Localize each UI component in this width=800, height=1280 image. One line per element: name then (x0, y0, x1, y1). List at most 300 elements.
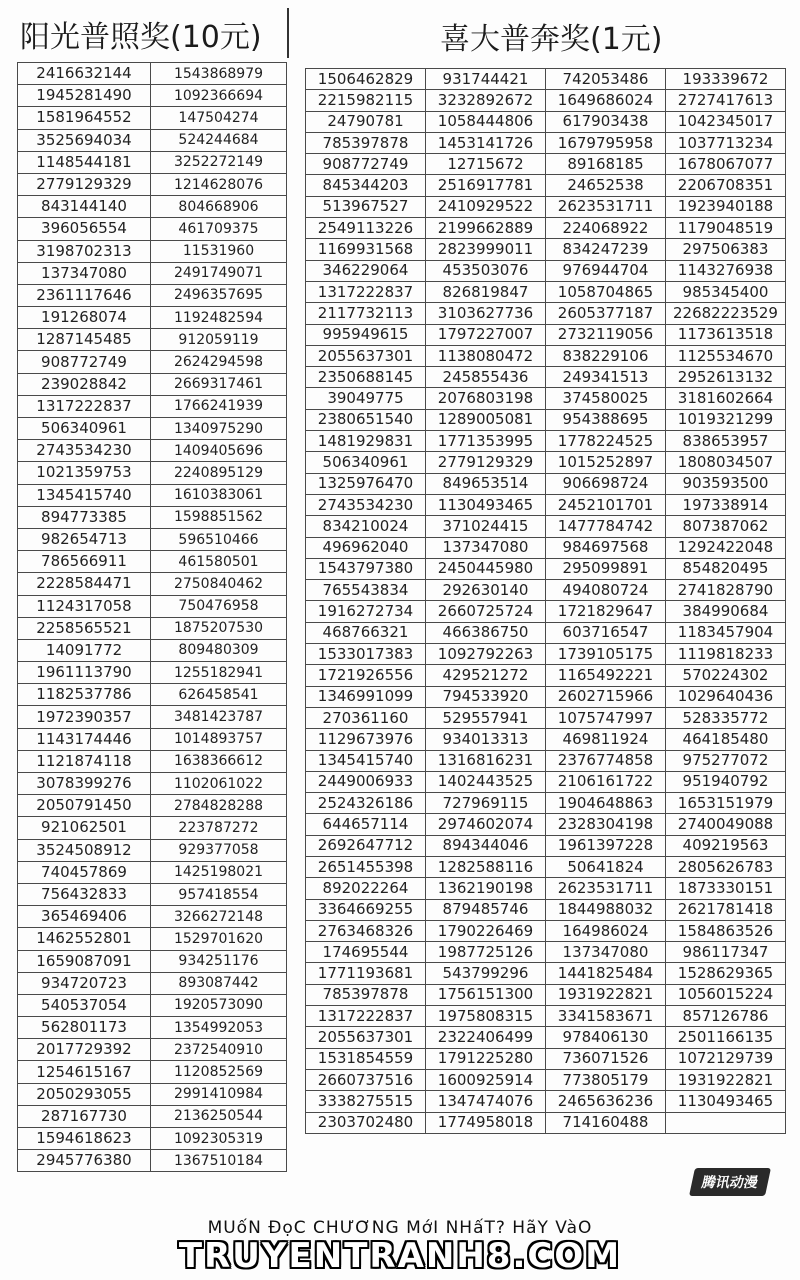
table-cell: 1543797380 (306, 558, 426, 579)
table-cell: 2328304198 (546, 814, 666, 835)
table-row (18, 883, 287, 905)
table-cell: 2017729392 (18, 1039, 151, 1061)
table-cell: 2743534230 (18, 440, 151, 462)
table-cell: 1975808315 (426, 1006, 546, 1027)
table-row (306, 729, 786, 750)
table-row (18, 1061, 287, 1083)
table-cell: 1506462829 (306, 69, 426, 90)
table-cell: 3524508912 (18, 839, 151, 861)
table-cell: 2410929522 (426, 196, 546, 217)
footer-prompt-text: MUốN ĐọC CHƯƠNG MớI NHấT? HãY VàO (207, 1218, 593, 1238)
table-row (306, 1006, 786, 1027)
table-cell: 954388695 (546, 409, 666, 430)
table-cell: 845344203 (306, 175, 426, 196)
table-cell: 984697568 (546, 537, 666, 558)
table-cell: 2199662889 (426, 218, 546, 239)
table-row (306, 878, 786, 899)
table-cell: 137347080 (546, 942, 666, 963)
table-cell: 1931922821 (666, 1069, 786, 1090)
table-row (306, 1027, 786, 1048)
table-row (306, 942, 786, 963)
table-cell: 931744421 (426, 69, 546, 90)
footer-site-link[interactable]: TRUYENTRANH8.COM (178, 1236, 622, 1276)
table-cell: 857126786 (666, 1006, 786, 1027)
table-cell: 89168185 (546, 154, 666, 175)
table-cell: 1481929831 (306, 431, 426, 452)
title-divider-line (287, 8, 289, 58)
left-prize-table (17, 62, 287, 1172)
right-table-title: 喜大普奔奖(1元) (440, 22, 663, 57)
table-row (18, 817, 287, 839)
table-row (306, 111, 786, 132)
table-row (18, 994, 287, 1016)
table-cell: 496962040 (306, 537, 426, 558)
table-row (18, 506, 287, 528)
table-row (18, 1128, 287, 1150)
table-cell: 1598851562 (151, 506, 287, 528)
table-row (18, 440, 287, 462)
table-row (18, 684, 287, 706)
table-row (18, 329, 287, 351)
table-cell: 1214628076 (151, 173, 287, 195)
table-cell: 223787272 (151, 817, 287, 839)
table-cell: 3481423787 (151, 706, 287, 728)
table-row (306, 69, 786, 90)
table-cell: 1165492221 (546, 665, 666, 686)
table-cell: 742053486 (546, 69, 666, 90)
table-row (18, 795, 287, 817)
table-cell: 1904648863 (546, 793, 666, 814)
table-row (306, 452, 786, 473)
table-row (18, 773, 287, 795)
table-row (18, 85, 287, 107)
table-cell: 2050791450 (18, 795, 151, 817)
table-cell: 1029640436 (666, 686, 786, 707)
table-cell: 826819847 (426, 281, 546, 302)
table-cell: 1014893757 (151, 728, 287, 750)
table-row (306, 1048, 786, 1069)
table-cell: 374580025 (546, 388, 666, 409)
table-cell: 736071526 (546, 1048, 666, 1069)
table-cell: 494080724 (546, 580, 666, 601)
table-cell: 297506383 (666, 239, 786, 260)
table-cell: 2215982115 (306, 90, 426, 111)
table-cell: 1019321299 (666, 409, 786, 430)
table-cell: 1075747997 (546, 707, 666, 728)
table-cell: 995949615 (306, 324, 426, 345)
table-row (306, 793, 786, 814)
table-cell: 1092305319 (151, 1128, 287, 1150)
table-cell: 3364669255 (306, 899, 426, 920)
table-cell: 2605377187 (546, 303, 666, 324)
table-cell: 174695544 (306, 942, 426, 963)
table-cell: 50641824 (546, 856, 666, 877)
table-cell: 1721829647 (546, 601, 666, 622)
table-cell: 1638366612 (151, 750, 287, 772)
table-cell: 1766241939 (151, 395, 287, 417)
table-cell: 346229064 (306, 260, 426, 281)
table-row (306, 388, 786, 409)
table-cell: 1143276938 (666, 260, 786, 281)
table-row (306, 707, 786, 728)
table-cell: 727969115 (426, 793, 546, 814)
table-cell: 224068922 (546, 218, 666, 239)
table-cell: 1289005081 (426, 409, 546, 430)
table-cell: 409219563 (666, 835, 786, 856)
table-row (18, 462, 287, 484)
table-row (18, 950, 287, 972)
table-cell: 528335772 (666, 707, 786, 728)
table-row (306, 814, 786, 835)
table-cell: 1124317058 (18, 595, 151, 617)
table-row (306, 537, 786, 558)
table-row (306, 1091, 786, 1112)
table-cell: 854820495 (666, 558, 786, 579)
table-cell: 2322406499 (426, 1027, 546, 1048)
table-cell: 1531854559 (306, 1048, 426, 1069)
table-cell: 2623531711 (546, 878, 666, 899)
table-cell: 934720723 (18, 972, 151, 994)
table-cell: 2303702480 (306, 1112, 426, 1133)
table-cell: 2779129329 (426, 452, 546, 473)
table-row (306, 281, 786, 302)
table-cell: 191268074 (18, 307, 151, 329)
table-row (18, 1083, 287, 1105)
table-cell: 894773385 (18, 506, 151, 528)
table-row (306, 899, 786, 920)
table-cell: 197338914 (666, 494, 786, 515)
table-row (306, 154, 786, 175)
table-row (306, 345, 786, 366)
table-cell: 2350688145 (306, 367, 426, 388)
table-cell: 1739105175 (546, 644, 666, 665)
table-cell: 1610383061 (151, 484, 287, 506)
table-cell: 1679795958 (546, 132, 666, 153)
table-cell: 365469406 (18, 906, 151, 928)
table-cell: 524244684 (151, 129, 287, 151)
table-cell: 2952613132 (666, 367, 786, 388)
table-cell: 838653957 (666, 431, 786, 452)
table-row (306, 260, 786, 281)
table-cell: 14091772 (18, 639, 151, 661)
table-cell: 2501166135 (666, 1027, 786, 1048)
table-cell: 934013313 (426, 729, 546, 750)
table-cell: 1721926556 (306, 665, 426, 686)
table-cell: 985345400 (666, 281, 786, 302)
left-table-title: 阳光普照奖(10元) (20, 20, 262, 55)
table-cell: 2228584471 (18, 573, 151, 595)
table-cell: 1130493465 (426, 494, 546, 515)
table-cell: 765543834 (306, 580, 426, 601)
table-cell: 1791225280 (426, 1048, 546, 1069)
table-cell: 513967527 (306, 196, 426, 217)
table-cell: 1543868979 (151, 63, 287, 85)
table-cell: 2376774858 (546, 750, 666, 771)
table-cell: 287167730 (18, 1105, 151, 1127)
table-cell: 1987725126 (426, 942, 546, 963)
table-cell: 371024415 (426, 516, 546, 537)
table-cell: 714160488 (546, 1112, 666, 1133)
table-cell: 295099891 (546, 558, 666, 579)
table-cell: 957418554 (151, 883, 287, 905)
table-cell: 1015252897 (546, 452, 666, 473)
table-cell: 921062501 (18, 817, 151, 839)
table-cell: 1961113790 (18, 662, 151, 684)
table-cell: 1649686024 (546, 90, 666, 111)
table-cell: 1317222837 (18, 395, 151, 417)
table-cell: 1021359753 (18, 462, 151, 484)
table-cell: 785397878 (306, 132, 426, 153)
table-cell: 2117732113 (306, 303, 426, 324)
table-cell: 1173613518 (666, 324, 786, 345)
table-cell: 2763468326 (306, 920, 426, 941)
table-row (18, 706, 287, 728)
table-cell: 2524326186 (306, 793, 426, 814)
table-cell: 2623531711 (546, 196, 666, 217)
table-cell: 2727417613 (666, 90, 786, 111)
table-cell: 384990684 (666, 601, 786, 622)
table-cell: 570224302 (666, 665, 786, 686)
table-cell: 461580501 (151, 551, 287, 573)
table-cell: 2660737516 (306, 1069, 426, 1090)
table-cell: 2055637301 (306, 345, 426, 366)
table-cell: 1528629365 (666, 963, 786, 984)
table-row (18, 484, 287, 506)
table-row (18, 972, 287, 994)
table-cell: 2516917781 (426, 175, 546, 196)
table-row (306, 196, 786, 217)
table-cell: 2491749071 (151, 262, 287, 284)
table-row (18, 173, 287, 195)
table-cell (666, 1112, 786, 1133)
table-cell: 809480309 (151, 639, 287, 661)
table-row (306, 856, 786, 877)
table-row (306, 920, 786, 941)
table-cell: 1533017383 (306, 644, 426, 665)
table-cell: 1183457904 (666, 622, 786, 643)
table-cell: 22682223529 (666, 303, 786, 324)
table-cell: 429521272 (426, 665, 546, 686)
table-cell: 2743534230 (306, 494, 426, 515)
table-cell: 1282588116 (426, 856, 546, 877)
table-cell: 1340975290 (151, 418, 287, 440)
table-cell: 1346991099 (306, 686, 426, 707)
table-cell: 1037713234 (666, 132, 786, 153)
table-cell: 1771193681 (306, 963, 426, 984)
table-cell: 1179048519 (666, 218, 786, 239)
table-row (306, 218, 786, 239)
table-cell: 1119818233 (666, 644, 786, 665)
table-row (18, 196, 287, 218)
table-cell: 1354992053 (151, 1017, 287, 1039)
table-cell: 893087442 (151, 972, 287, 994)
table-cell: 1121874118 (18, 750, 151, 772)
table-cell: 137347080 (18, 262, 151, 284)
table-cell: 1148544181 (18, 151, 151, 173)
table-cell: 2692647712 (306, 835, 426, 856)
table-cell: 2823999011 (426, 239, 546, 260)
table-cell: 1778224525 (546, 431, 666, 452)
table-cell: 786566911 (18, 551, 151, 573)
table-cell: 1790226469 (426, 920, 546, 941)
table-cell: 1058704865 (546, 281, 666, 302)
table-row (306, 622, 786, 643)
table-row (306, 644, 786, 665)
table-cell: 1345415740 (18, 484, 151, 506)
table-row (18, 573, 287, 595)
table-row (18, 906, 287, 928)
table-cell: 617903438 (546, 111, 666, 132)
table-cell: 1345415740 (306, 750, 426, 771)
table-cell: 1659087091 (18, 950, 151, 972)
table-cell: 1292422048 (666, 537, 786, 558)
table-cell: 1808034507 (666, 452, 786, 473)
table-cell: 164986024 (546, 920, 666, 941)
table-row (306, 90, 786, 111)
table-cell: 2106161722 (546, 771, 666, 792)
table-cell: 2779129329 (18, 173, 151, 195)
table-row (18, 218, 287, 240)
table-cell: 1042345017 (666, 111, 786, 132)
table-row (18, 551, 287, 573)
table-cell: 834210024 (306, 516, 426, 537)
table-row (18, 373, 287, 395)
table-cell: 626458541 (151, 684, 287, 706)
table-cell: 1961397228 (546, 835, 666, 856)
table-row (306, 409, 786, 430)
table-row (306, 558, 786, 579)
table-row (306, 771, 786, 792)
table-cell: 834247239 (546, 239, 666, 260)
table-cell: 396056554 (18, 218, 151, 240)
table-row (18, 928, 287, 950)
table-cell: 1409405696 (151, 440, 287, 462)
table-cell: 3078399276 (18, 773, 151, 795)
table-cell: 750476958 (151, 595, 287, 617)
table-row (18, 639, 287, 661)
table-cell: 908772749 (306, 154, 426, 175)
table-row (18, 240, 287, 262)
table-cell: 2240895129 (151, 462, 287, 484)
table-cell: 1056015224 (666, 984, 786, 1005)
table-cell: 540537054 (18, 994, 151, 1016)
table-row (306, 303, 786, 324)
table-cell: 1120852569 (151, 1061, 287, 1083)
table-cell: 3341583671 (546, 1006, 666, 1027)
table-row (18, 151, 287, 173)
table-cell: 934251176 (151, 950, 287, 972)
table-cell: 603716547 (546, 622, 666, 643)
table-cell: 2602715966 (546, 686, 666, 707)
table-cell: 849653514 (426, 473, 546, 494)
table-cell: 2991410984 (151, 1083, 287, 1105)
table-cell: 1367510184 (151, 1150, 287, 1172)
table-cell: 2974602074 (426, 814, 546, 835)
table-row (18, 595, 287, 617)
table-cell: 1529701620 (151, 928, 287, 950)
table-row (18, 107, 287, 129)
table-cell: 2258565521 (18, 617, 151, 639)
table-row (306, 367, 786, 388)
table-cell: 453503076 (426, 260, 546, 281)
table-cell: 1102061022 (151, 773, 287, 795)
table-row (18, 839, 287, 861)
table-row (18, 750, 287, 772)
table-cell: 2732119056 (546, 324, 666, 345)
table-cell: 1425198021 (151, 861, 287, 883)
table-cell: 3338275515 (306, 1091, 426, 1112)
table-cell: 1931922821 (546, 984, 666, 1005)
table-row (306, 686, 786, 707)
table-cell: 912059119 (151, 329, 287, 351)
table-cell: 3525694034 (18, 129, 151, 151)
table-cell: 975277072 (666, 750, 786, 771)
table-row (306, 239, 786, 260)
table-cell: 1192482594 (151, 307, 287, 329)
table-row (306, 431, 786, 452)
table-cell: 1653151979 (666, 793, 786, 814)
table-cell: 879485746 (426, 899, 546, 920)
table-cell: 978406130 (546, 1027, 666, 1048)
table-cell: 843144140 (18, 196, 151, 218)
table-row (18, 1017, 287, 1039)
table-row (306, 324, 786, 345)
table-row (18, 617, 287, 639)
table-cell: 1873330151 (666, 878, 786, 899)
table-cell: 785397878 (306, 984, 426, 1005)
table-cell: 2050293055 (18, 1083, 151, 1105)
table-cell: 466386750 (426, 622, 546, 643)
table-cell: 2651455398 (306, 856, 426, 877)
table-row (18, 418, 287, 440)
table-cell: 982654713 (18, 528, 151, 550)
table-cell: 2621781418 (666, 899, 786, 920)
table-cell: 1453141726 (426, 132, 546, 153)
table-cell: 1317222837 (306, 281, 426, 302)
table-cell: 3252272149 (151, 151, 287, 173)
table-cell: 756432833 (18, 883, 151, 905)
table-cell: 1092366694 (151, 85, 287, 107)
table-cell: 1678067077 (666, 154, 786, 175)
table-cell: 596510466 (151, 528, 287, 550)
table-cell: 3103627736 (426, 303, 546, 324)
table-cell: 1254615167 (18, 1061, 151, 1083)
table-cell: 2741828790 (666, 580, 786, 601)
table-cell: 2624294598 (151, 351, 287, 373)
table-cell: 2136250544 (151, 1105, 287, 1127)
table-cell: 644657114 (306, 814, 426, 835)
table-cell: 2750840462 (151, 573, 287, 595)
table-cell: 1462552801 (18, 928, 151, 950)
table-cell: 461709375 (151, 218, 287, 240)
table-cell: 239028842 (18, 373, 151, 395)
table-cell: 562801173 (18, 1017, 151, 1039)
table-cell: 2945776380 (18, 1150, 151, 1172)
table-cell: 1797227007 (426, 324, 546, 345)
table-cell: 2055637301 (306, 1027, 426, 1048)
table-cell: 906698724 (546, 473, 666, 494)
table-cell: 894344046 (426, 835, 546, 856)
table-cell: 1317222837 (306, 1006, 426, 1027)
table-row (306, 1112, 786, 1133)
table-row (18, 395, 287, 417)
table-cell: 1972390357 (18, 706, 151, 728)
table-cell: 2076803198 (426, 388, 546, 409)
table-cell: 1916272734 (306, 601, 426, 622)
table-cell: 468766321 (306, 622, 426, 643)
table-cell: 2465636236 (546, 1091, 666, 1112)
table-cell: 1169931568 (306, 239, 426, 260)
